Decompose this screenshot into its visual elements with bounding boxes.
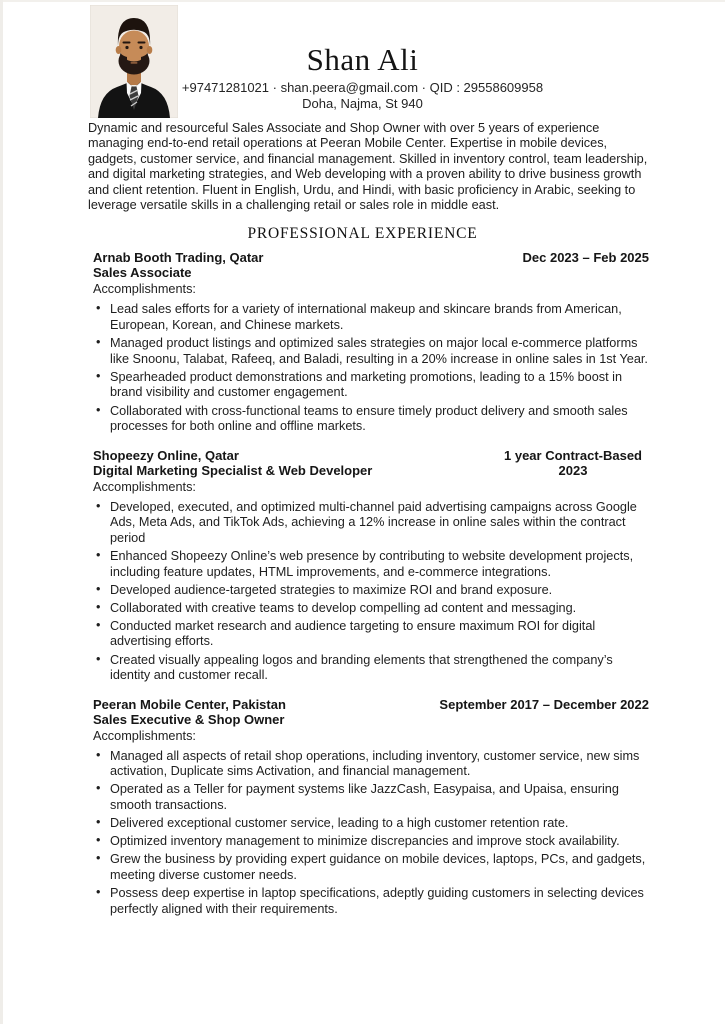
accomplishment-item: • Developed, executed, and optimized multi-channel paid advertising campaigns across Google Ads, Meta Ads, and TikTok Ads, achieving a 12% increase in online sales within the contract period xyxy=(93,500,649,547)
job-dates: 1 year Contract-Based 2023 xyxy=(504,447,642,478)
accomplishment-item: • Created visually appealing logos and branding elements that strengthened the company’s identity and customer recall. xyxy=(93,653,649,684)
job-entry-arnab-booth-trading xyxy=(93,250,649,434)
job-dates: Dec 2023 – Feb 2025 xyxy=(522,250,649,266)
accomplishment-item: • Collaborated with cross-functional teams to ensure timely product delivery and smooth sales processes for both online and offline markets. xyxy=(93,404,649,435)
professional-summary: Dynamic and resourceful Sales Associate and Shop Owner with over 5 years of experience managing end-to-end retail operations at Peeran Mobile Center. Expertise in mobile devices, gadgets, customer service, and financial management. Skilled in inventory control, team leadership, and digital marketing strategies, and Web developing with a proven ability to drive business growth and client retention. Fluent in English, Urdu, and Hindi, with basic proficiency in Arabic, seeking to leverage versatile skills in a challenging retail or sales role in middle east. xyxy=(88,121,648,213)
accomplishment-item: • Developed audience-targeted strategies to maximize ROI and brand exposure. xyxy=(93,583,649,599)
job-title: Digital Marketing Specialist & Web Developer xyxy=(93,462,373,478)
accomplishment-item: • Grew the business by providing expert guidance on mobile devices, laptops, PCs, and gadgets, meeting diverse customer needs. xyxy=(93,852,649,883)
job-title: Sales Associate xyxy=(93,265,192,281)
accomplishment-item: • Possess deep expertise in laptop specifications, adeptly guiding customers in selecting devices perfectly aligned with their requirements. xyxy=(93,886,649,917)
accomplishments-label: Accomplishments: xyxy=(93,728,196,743)
contact-line: +97471281021 · shan.peera@gmail.com · QID : 29558609958 xyxy=(181,80,544,95)
job-header-left xyxy=(93,697,286,727)
candidate-name: Shan Ali xyxy=(306,42,419,77)
company-name: Shopeezy Online, Qatar xyxy=(93,447,239,463)
job-header xyxy=(93,697,649,727)
accomplishment-item: • Enhanced Shopeezy Online’s web presence by contributing to website development projects, including feature updates, HTML improvements, and e-commerce integrations. xyxy=(93,549,649,580)
address-line: Doha, Najma, St 940 xyxy=(302,96,423,111)
accomplishment-item: • Collaborated with creative teams to develop compelling ad content and messaging. xyxy=(93,601,649,617)
accomplishment-item: • Managed product listings and optimized sales strategies on major local e-commerce platforms like Snoonu, Talabat, Rafeeq, and Baladi, resulting in a 20% increase in online sales in 1st Year. xyxy=(93,336,649,367)
job-header-left xyxy=(93,448,372,478)
job-dates: September 2017 – December 2022 xyxy=(439,696,649,712)
accomplishment-item: • Lead sales efforts for a variety of international makeup and skincare brands from American, European, Korean, and Chinese markets. xyxy=(93,302,649,333)
accomplishment-item: • Delivered exceptional customer service, leading to a high customer retention rate. xyxy=(93,816,649,832)
company-name: Arnab Booth Trading, Qatar xyxy=(93,250,264,266)
accomplishments-list xyxy=(93,749,649,917)
job-title: Sales Executive & Shop Owner xyxy=(93,711,285,727)
job-header-left xyxy=(93,250,263,280)
portrait-photo xyxy=(90,5,178,118)
job-header xyxy=(93,250,649,280)
job-header xyxy=(93,448,649,478)
accomplishment-item: • Spearheaded product demonstrations and marketing promotions, leading to a 15% boost in brand visibility and customer engagement. xyxy=(93,370,649,401)
accomplishments-list xyxy=(93,302,649,434)
accomplishments-label: Accomplishments: xyxy=(93,479,196,494)
accomplishment-item: • Conducted market research and audience targeting to ensure maximum ROI for digital advertising efforts. xyxy=(93,619,649,650)
accomplishment-item: • Managed all aspects of retail shop operations, including inventory, customer service, new sims activation, Duplicate sims Activation, and financial management. xyxy=(93,749,649,780)
company-name: Peeran Mobile Center, Pakistan xyxy=(93,696,286,712)
experience-section-title: PROFESSIONAL EXPERIENCE xyxy=(247,225,478,243)
resume-header xyxy=(0,0,725,112)
accomplishments-label: Accomplishments: xyxy=(93,282,196,297)
accomplishments-list xyxy=(93,500,649,684)
job-entry-peeran-mobile-center xyxy=(93,697,649,917)
job-entry-shopeezy-online xyxy=(93,448,649,684)
accomplishment-item: • Operated as a Teller for payment systems like JazzCash, Easypaisa, and Upaisa, ensuring smooth transactions. xyxy=(93,782,649,813)
accomplishment-item: • Optimized inventory management to minimize discrepancies and improve stock availability. xyxy=(93,834,649,850)
